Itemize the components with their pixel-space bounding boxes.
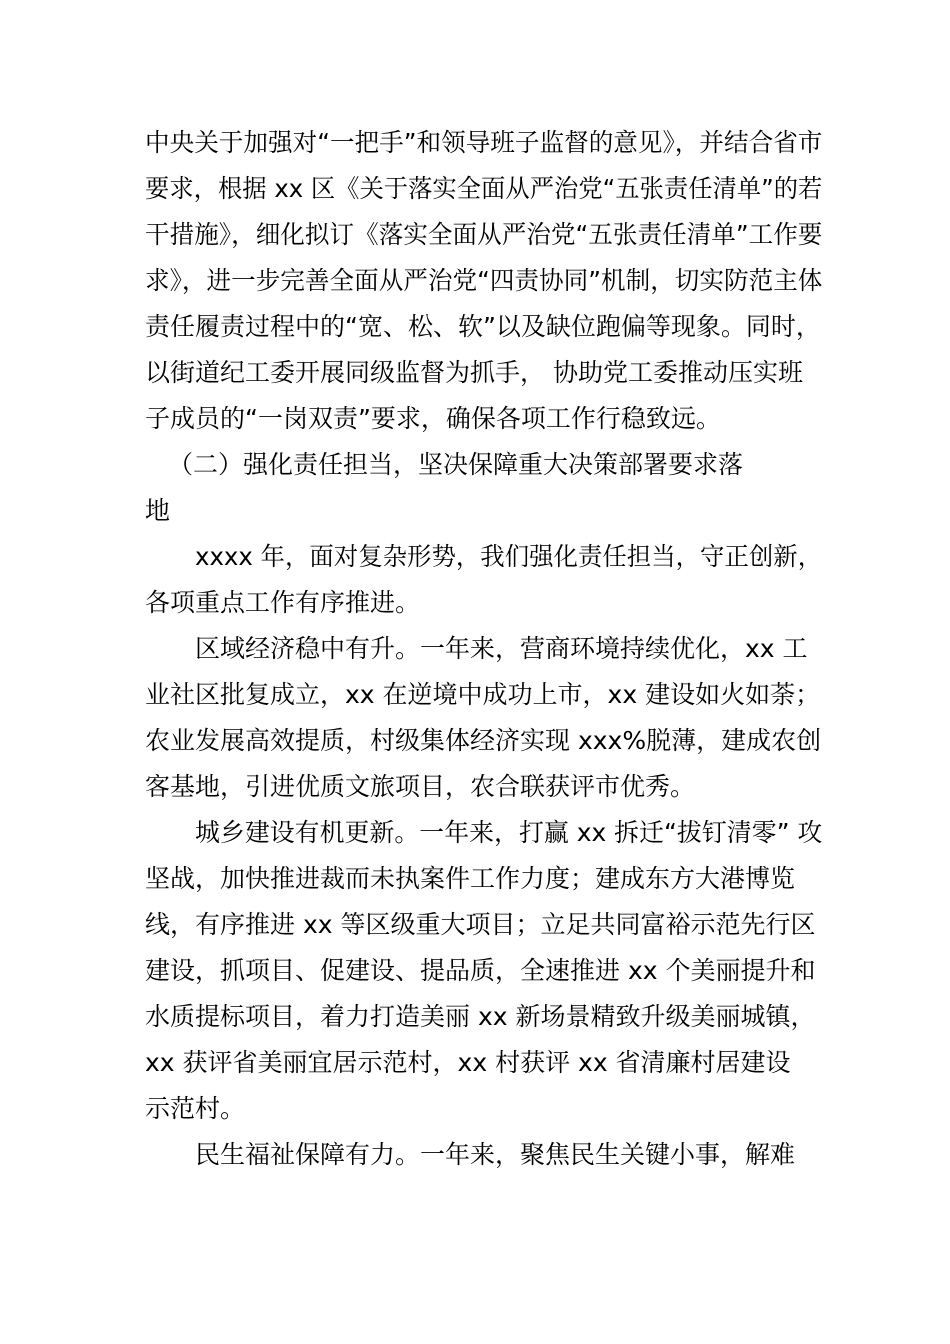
text-line: 建设，抓项目、促建设、提品质，全速推进 xx 个美丽提升和 xyxy=(145,956,816,985)
text-line: 要求，根据 xx 区《关于落实全面从严治党“五张责任清单”的若 xyxy=(145,174,823,203)
text-line: 干措施》，细化拟订《落实全面从严治党“五张责任清单”工作要 xyxy=(145,220,823,249)
text-line: 中央关于加强对“一把手”和领导班子监督的意见》，并结合省市 xyxy=(145,128,823,157)
text-line: 求》，进一步完善全面从严治党“四责协同”机制，切实防范主体 xyxy=(145,266,823,295)
paragraph-start: 区域经济稳中有升。一年来，营商环境持续优化，xx 工 xyxy=(195,634,808,663)
section-heading-continued: 地 xyxy=(145,496,171,525)
text-line: 示范村。 xyxy=(145,1094,246,1123)
paragraph-start: 民生福祉保障有力。一年来，聚焦民生关键小事，解难 xyxy=(195,1140,796,1169)
paragraph-start: xxxx 年，面对复杂形势，我们强化责任担当，守正创新， xyxy=(195,542,823,571)
section-heading: （二）强化责任担当，坚决保障重大决策部署要求落 xyxy=(168,450,744,479)
text-line: 坚战，加快推进裁而未执案件工作力度；建成东方大港博览 xyxy=(145,864,796,893)
text-line: 线，有序推进 xx 等区级重大项目；立足共同富裕示范先行区 xyxy=(145,910,816,939)
text-line: 业社区批复成立，xx 在逆境中成功上市，xx 建设如火如荼； xyxy=(145,680,821,709)
text-line: 子成员的“一岗双责”要求，确保各项工作行稳致远。 xyxy=(145,404,721,433)
text-line: xx 获评省美丽宜居示范村，xx 村获评 xx 省清廉村居建设 xyxy=(145,1048,791,1077)
text-line: 以街道纪工委开展同级监督为抓手， 协助党工委推动压实班 xyxy=(145,358,803,387)
text-line: 各项重点工作有序推进。 xyxy=(145,588,421,617)
paragraph-start: 城乡建设有机更新。一年来，打赢 xx 拆迁“拔钉清零” 攻 xyxy=(195,818,823,847)
text-line: 农业发展高效提质，村级集体经济实现 xxx%脱薄，建成农创 xyxy=(145,726,822,755)
text-line: 水质提标项目，着力打造美丽 xx 新场景精致升级美丽城镇， xyxy=(145,1002,816,1031)
text-line: 客基地，引进优质文旅项目，农合联获评市优秀。 xyxy=(145,772,696,801)
text-line: 责任履责过程中的“宽、松、软”以及缺位跑偏等现象。同时， xyxy=(145,312,821,341)
